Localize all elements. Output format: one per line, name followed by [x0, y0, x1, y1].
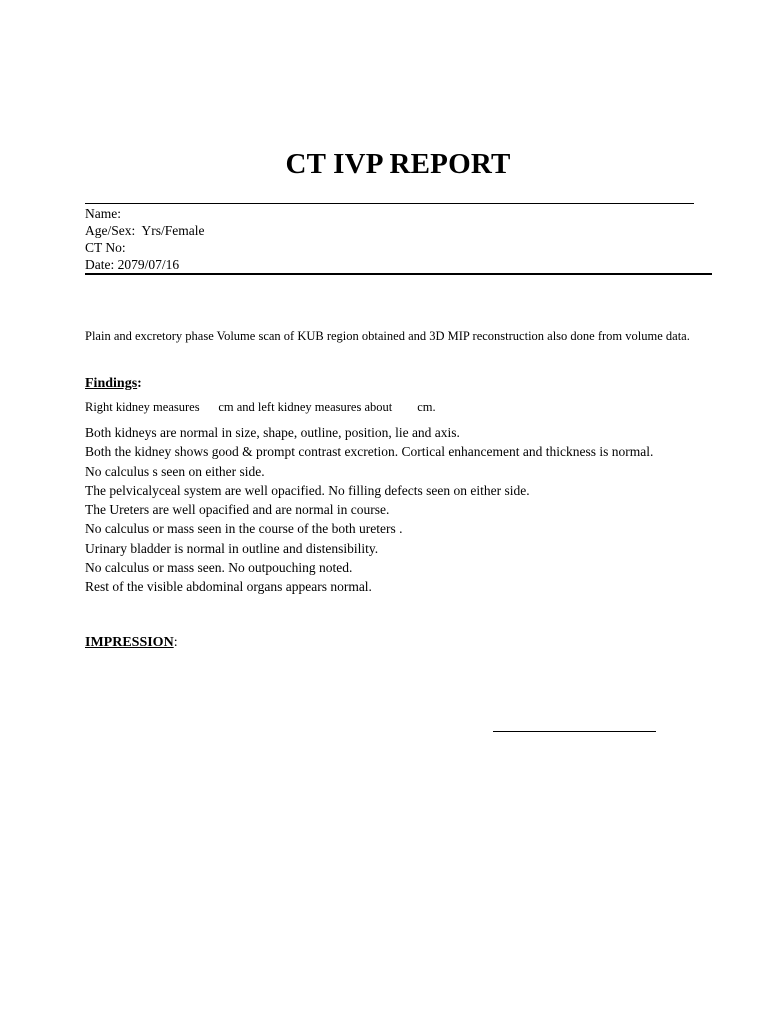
- patient-age-sex: Age/Sex: Yrs/Female: [85, 223, 205, 238]
- finding-line: The pelvicalyceal system are well opacified. No filling defects seen on either side.: [85, 482, 530, 498]
- patient-details: [85, 205, 711, 273]
- finding-line: Both the kidney shows good & prompt contrast excretion. Cortical enhancement and thickness is normal.: [85, 444, 654, 460]
- finding-line: The Ureters are well opacified and are normal in course.: [85, 502, 390, 518]
- findings-heading-text: Findings: [85, 376, 138, 391]
- finding-line: No calculus or mass seen. No outpouching noted.: [85, 560, 353, 576]
- report-title: CT IVP REPORT: [285, 148, 511, 180]
- impression-heading: [85, 635, 178, 651]
- impression-heading-colon: :: [173, 635, 178, 650]
- finding-line: Urinary bladder is normal in outline and distensibility.: [85, 540, 379, 556]
- patient-name-label: Name:: [85, 206, 121, 221]
- scan-description: Plain and excretory phase Volume scan of KUB region obtained and 3D MIP reconstruction also done from volume data.: [85, 329, 690, 343]
- findings-heading: [85, 376, 142, 392]
- signature-line: [493, 731, 656, 732]
- findings-list: [85, 423, 711, 597]
- patient-ct-no-label: CT No:: [85, 240, 126, 255]
- patient-divider: [85, 273, 712, 275]
- finding-line: Rest of the visible abdominal organs appears normal.: [85, 579, 372, 595]
- finding-line: Both kidneys are normal in size, shape, outline, position, lie and axis.: [85, 425, 460, 440]
- findings-heading-colon: :: [137, 376, 142, 391]
- finding-line: No calculus s seen on either side.: [85, 463, 265, 479]
- report-date: Date: 2079/07/16: [85, 257, 180, 272]
- title-divider: [85, 203, 694, 204]
- kidney-measurements: Right kidney measures cm and left kidney measures about cm.: [85, 400, 436, 414]
- impression-heading-text: IMPRESSION: [85, 635, 174, 650]
- finding-line: No calculus or mass seen in the course of the both ureters .: [85, 521, 403, 537]
